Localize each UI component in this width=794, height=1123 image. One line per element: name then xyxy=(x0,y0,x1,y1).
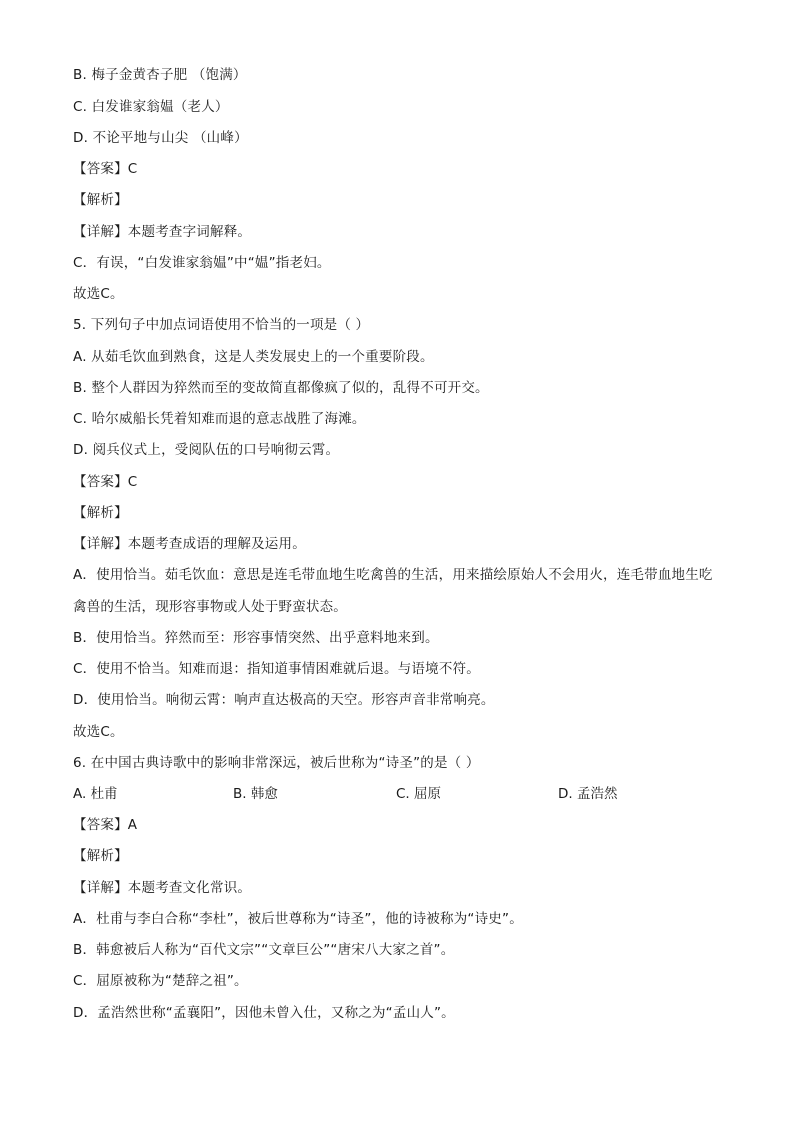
q4-selection: 故选C。 xyxy=(73,286,124,302)
q5-option-a: A. 从茹毛饮血到熟食，这是人类发展史上的一个重要阶段。 xyxy=(73,349,434,365)
q5-option-c: C. 哈尔威船长凭着知难而退的意志战胜了海滩。 xyxy=(73,411,366,427)
q6-answer: 【答案】A xyxy=(73,817,138,833)
q4-option-d: D. 不论平地与山尖 （山峰） xyxy=(73,130,248,146)
q5-detail-a-line1: A．使用恰当。茹毛饮血：意思是连毛带血地生吃禽兽的生活，用来描绘原始人不会用火，连毛带血地生吃 xyxy=(73,567,713,583)
q6-detail: 【详解】本题考查文化常识。 xyxy=(73,880,252,896)
q6-analysis-heading: 【解析】 xyxy=(73,848,128,864)
q6-option-d: D. 孟浩然 xyxy=(558,786,618,802)
q5-analysis-heading: 【解析】 xyxy=(73,505,128,521)
q5-option-d: D. 阅兵仪式上，受阅队伍的口号响彻云霄。 xyxy=(73,442,340,458)
q4-detail-c: C．有误，“白发谁家翁媪”中“媪”指老妇。 xyxy=(73,255,331,271)
q6-detail-c: C．屈原被称为“楚辞之祖”。 xyxy=(73,973,248,989)
q4-option-b: B. 梅子金黄杏子肥 （饱满） xyxy=(73,67,247,83)
q5-detail-c: C．使用不恰当。知难而退：指知道事情困难就后退。与语境不符。 xyxy=(73,661,480,677)
q5-detail-a-line2: 禽兽的生活，现形容事物或人处于野蛮状态。 xyxy=(73,599,347,615)
q5-detail-d: D．使用恰当。响彻云霄：响声直达极高的天空。形容声音非常响亮。 xyxy=(73,692,495,708)
q6-option-b: B. 韩愈 xyxy=(233,786,278,802)
q6-option-a: A. 杜甫 xyxy=(73,786,118,802)
q4-option-c: C. 白发谁家翁媪（老人） xyxy=(73,99,229,115)
q5-selection: 故选C。 xyxy=(73,724,124,740)
q6-question: 6. 在中国古典诗歌中的影响非常深远，被后世称为“诗圣”的是（ ） xyxy=(73,755,480,771)
q5-option-b: B. 整个人群因为猝然而至的变故简直都像疯了似的，乱得不可开交。 xyxy=(73,380,489,396)
q4-analysis-heading: 【解析】 xyxy=(73,192,128,208)
q6-option-c: C. 屈原 xyxy=(396,786,442,802)
q4-answer: 【答案】C xyxy=(73,161,138,177)
q5-detail: 【详解】本题考查成语的理解及运用。 xyxy=(73,536,306,552)
q6-detail-d: D．孟浩然世称“孟襄阳”，因他未曾入仕，又称之为“孟山人”。 xyxy=(73,1005,455,1021)
q5-question: 5. 下列句子中加点词语使用不恰当的一项是（ ） xyxy=(73,317,370,333)
q4-detail: 【详解】本题考查字词解释。 xyxy=(73,224,252,240)
q5-answer: 【答案】C xyxy=(73,474,138,490)
q6-detail-a: A．杜甫与李白合称“李杜”，被后世尊称为“诗圣”，他的诗被称为“诗史”。 xyxy=(73,911,523,927)
q6-detail-b: B．韩愈被后人称为“百代文宗”“文章巨公”“唐宋八大家之首”。 xyxy=(73,942,455,958)
q5-detail-b: B．使用恰当。猝然而至：形容事情突然、出乎意料地来到。 xyxy=(73,630,439,646)
